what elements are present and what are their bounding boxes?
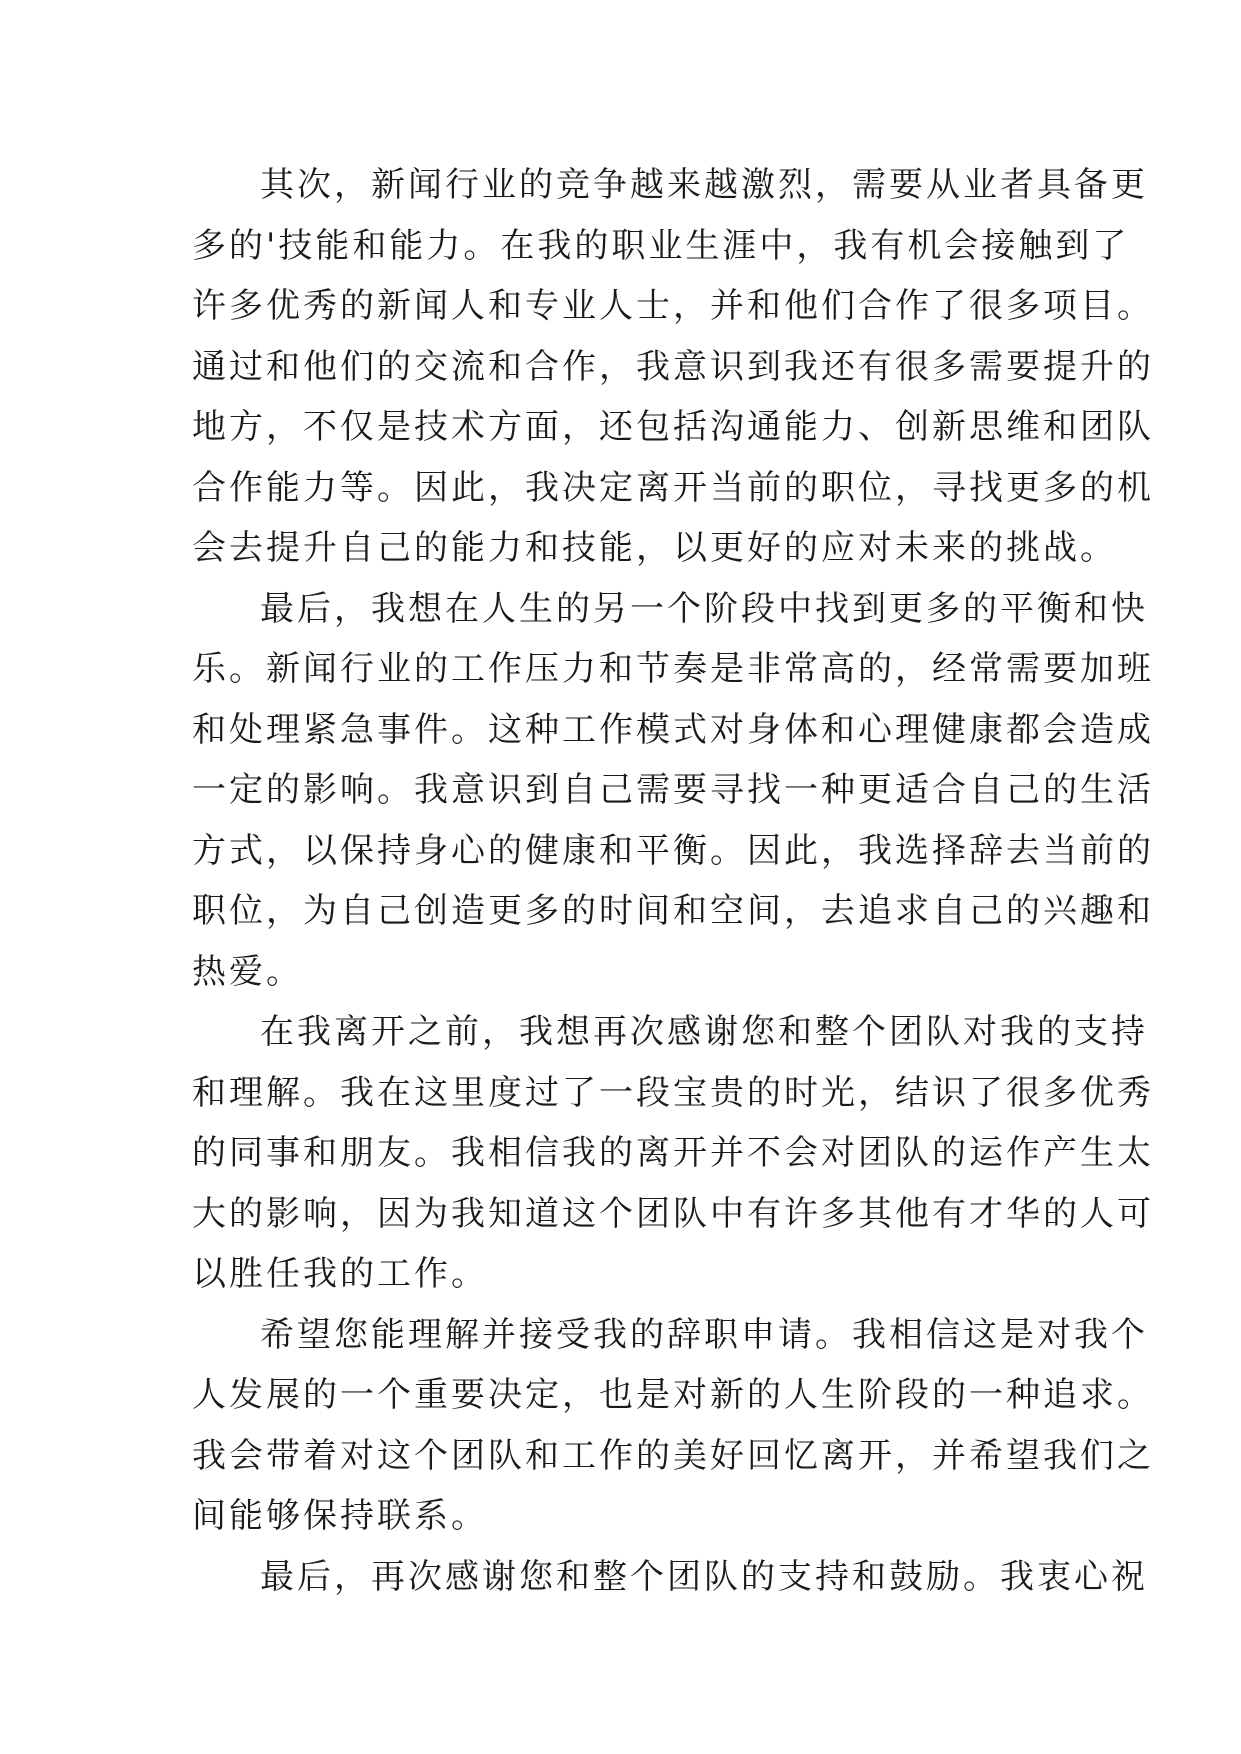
text-line: 最后，我想在人生的另一个阶段中找到更多的平衡和快 (260, 588, 1148, 629)
document-body (192, 155, 1154, 1607)
text-line: 以胜任我的工作。 (192, 1254, 488, 1294)
text-line: 我会带着对这个团队和工作的美好回忆离开，并希望我们之 (192, 1435, 1154, 1476)
text-line: 通过和他们的交流和合作，我意识到我还有很多需要提升的 (192, 346, 1154, 387)
paragraph-balance (192, 579, 1154, 1003)
text-line: 大的影响，因为我知道这个团队中有许多其他有才华的人可 (192, 1193, 1154, 1234)
text-line: 希望您能理解并接受我的辞职申请。我相信这是对我个 (260, 1314, 1148, 1355)
text-line: 热爱。 (192, 951, 303, 992)
text-line: 人发展的一个重要决定，也是对新的人生阶段的一种追求。 (192, 1375, 1154, 1415)
text-line: 会去提升自己的能力和技能，以更好的应对未来的挑战。 (192, 528, 1117, 568)
text-line: 乐。新闻行业的工作压力和节奏是非常高的，经常需要加班 (192, 649, 1154, 689)
paragraph-thanks (192, 1002, 1154, 1305)
text-line: 和理解。我在这里度过了一段宝贵的时光，结识了很多优秀 (192, 1072, 1154, 1113)
text-line: 方式，以保持身心的健康和平衡。因此，我选择辞去当前的 (192, 830, 1154, 871)
text-line: 其次，新闻行业的竞争越来越激烈，需要从业者具备更 (260, 165, 1148, 205)
paragraph-closing (192, 1547, 1148, 1608)
text-line: 的同事和朋友。我相信我的离开并不会对团队的运作产生太 (192, 1133, 1154, 1173)
paragraph-request (192, 1305, 1154, 1547)
text-line: 职位，为自己创造更多的时间和空间，去追求自己的兴趣和 (192, 891, 1154, 931)
text-line: 最后，再次感谢您和整个团队的支持和鼓励。我衷心祝 (260, 1556, 1148, 1597)
text-line: 多的'技能和能力。在我的职业生涯中，我有机会接触到了 (192, 225, 1130, 266)
text-line: 在我离开之前，我想再次感谢您和整个团队对我的支持 (260, 1012, 1148, 1052)
text-line: 地方，不仅是技术方面，还包括沟通能力、创新思维和团队 (192, 407, 1154, 447)
text-line: 合作能力等。因此，我决定离开当前的职位，寻找更多的机 (192, 467, 1154, 508)
text-line: 间能够保持联系。 (192, 1496, 488, 1536)
text-line: 一定的影响。我意识到自己需要寻找一种更适合自己的生活 (192, 770, 1154, 810)
text-line: 许多优秀的新闻人和专业人士，并和他们合作了很多项目。 (192, 286, 1154, 326)
text-line: 和处理紧急事件。这种工作模式对身体和心理健康都会造成 (192, 709, 1154, 750)
paragraph-skills (192, 155, 1154, 579)
